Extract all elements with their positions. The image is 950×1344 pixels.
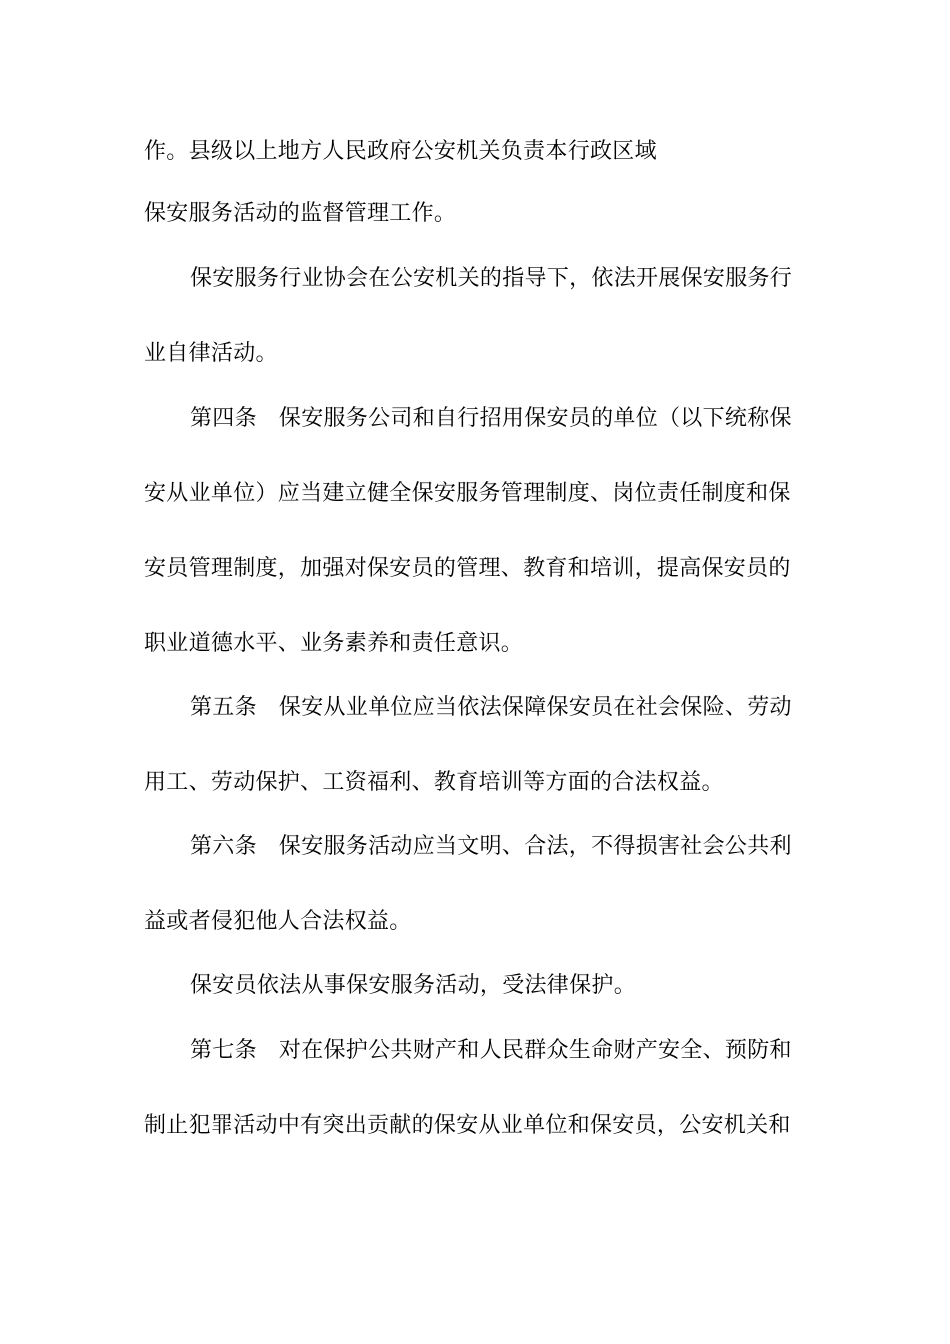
line-text: 安员管理制度，加强对保安员的管理、教育和培训，提高保安员的 bbox=[144, 556, 791, 581]
line-text: 保安员依法从事保安服务活动，受法律保护。 bbox=[190, 973, 637, 998]
article-4-line-1 bbox=[190, 404, 792, 434]
text-line-6 bbox=[144, 479, 791, 509]
line-text: 保安从业单位应当依法保障保安员在社会保险、劳动 bbox=[278, 695, 792, 720]
line-text: 作。县级以上地方人民政府公安机关负责本行政区域 bbox=[144, 139, 657, 164]
line-text: 业自律活动。 bbox=[144, 341, 278, 366]
text-line-7 bbox=[144, 554, 791, 584]
text-line-12 bbox=[144, 907, 412, 937]
article-number: 第六条 bbox=[190, 834, 257, 859]
text-line-13 bbox=[190, 971, 636, 1001]
text-line-10 bbox=[144, 768, 724, 798]
text-line-15 bbox=[144, 1111, 791, 1141]
line-text: 对在保护公共财产和人民群众生命财产安全、预防和 bbox=[278, 1038, 792, 1063]
article-7-line-1 bbox=[190, 1036, 792, 1066]
line-text: 制止犯罪活动中有突出贡献的保安从业单位和保安员，公安机关和 bbox=[144, 1113, 791, 1138]
line-text: 保安服务行业协会在公安机关的指导下，依法开展保安服务行 bbox=[190, 266, 793, 291]
line-text: 用工、劳动保护、工资福利、教育培训等方面的合法权益。 bbox=[144, 770, 724, 795]
article-number: 第五条 bbox=[190, 695, 257, 720]
text-line-8 bbox=[144, 629, 523, 659]
line-text: 安从业单位）应当建立健全保安服务管理制度、岗位责任制度和保 bbox=[144, 481, 791, 506]
line-text: 保安服务活动的监督管理工作。 bbox=[144, 201, 457, 226]
line-text: 益或者侵犯他人合法权益。 bbox=[144, 909, 412, 934]
text-line-2 bbox=[144, 199, 456, 229]
article-number: 第四条 bbox=[190, 406, 257, 431]
line-text: 职业道德水平、业务素养和责任意识。 bbox=[144, 631, 524, 656]
article-number: 第七条 bbox=[190, 1038, 257, 1063]
line-text: 保安服务公司和自行招用保安员的单位（以下统称保 bbox=[278, 406, 792, 431]
line-text: 保安服务活动应当文明、合法，不得损害社会公共利 bbox=[278, 834, 792, 859]
article-5-line-1 bbox=[190, 693, 792, 723]
text-line-3 bbox=[190, 264, 792, 294]
text-line-1 bbox=[144, 137, 657, 167]
article-6-line-1 bbox=[190, 832, 792, 862]
text-line-4 bbox=[144, 339, 278, 369]
